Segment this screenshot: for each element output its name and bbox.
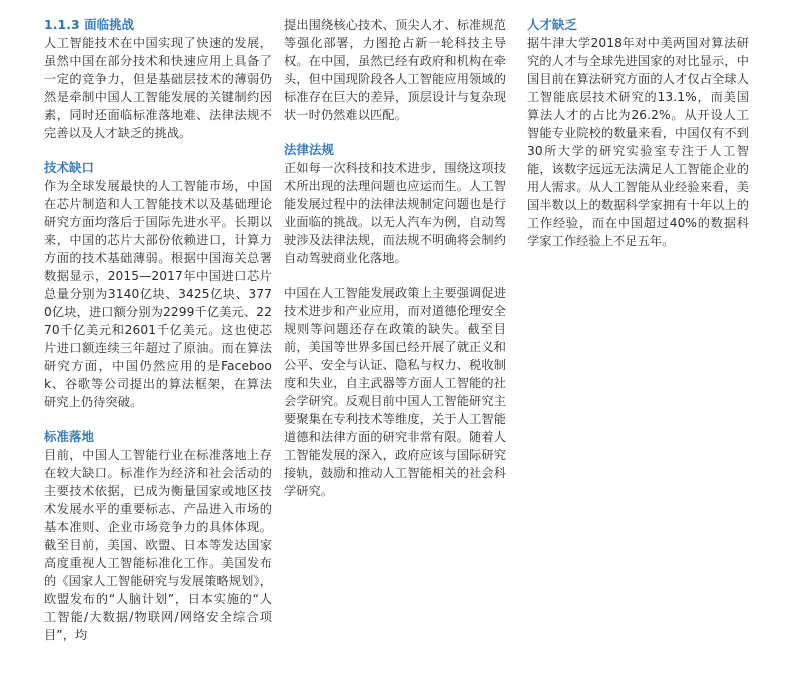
- tech-gap-paragraph: 作为全球发展最快的人工智能市场，中国在芯片制造和人工智能技术以及基础理论研究方面均落后于国际先进水平。长期以来，中国的芯片大部份依赖进口，计算力方面的技术基础薄弱。根据中国海关总署数据显示，2015—2017年中国进口芯片总量分别为3140亿块、3425亿块、3770亿块，进口额分别为2299千亿美元、2270千亿美元和2601千亿美元。这也使芯片进口额连续三年超过了原油。而在算法研究方面，中国仍然应用的是Facebook、谷歌等公司提出的算法框架，在算法研究上仍待突破。: [44, 179, 272, 409]
- talent-paragraph: 据牛津大学2018年对中美两国对算法研究的人才与全球先进国家的对比显示，中国目前在算法研究方面的人才仅占全球人工智能底层技术研究的13.1%，而美国算法人才的占比为26.2%。从开设人工智能专业院校的数量来看，中国仅有不到30所大学的研究实验室专注于人工智能，该数字远远无法满足人工智能企业的用人需求。从人工智能从业经验来看，美国半数以上的数据科学家拥有十年以上的工作经验，而在中国超过40%的数据科学家工作经验上不足五年。: [527, 36, 749, 248]
- law-paragraph-2: 中国在人工智能发展政策上主要强调促进技术进步和产业应用，而对道德伦理安全规则等问题还存在政策的缺失。截至目前，美国等世界多国已经开展了就正义和公平、安全与认证、隐私与权力、税收制度和失业，自主武器等方面人工智能的社会学研究。反观目前中国人工智能研究主要聚集在专利技术等维度，关于人工智能道德和法律方面的研究非常有限。随着人工智能发展的深入，政府应该与国际研究接轨，鼓励和推动人工智能相关的社会科学研究。: [284, 286, 506, 498]
- column-right: [527, 16, 749, 250]
- standards-heading: 标准落地: [44, 429, 94, 444]
- section-title: 1.1.3 面临挑战: [44, 17, 135, 32]
- talent-heading: 人才缺乏: [527, 17, 577, 32]
- intro-paragraph: 人工智能技术在中国实现了快速的发展，虽然中国在部分技术和快速应用上具备了一定的竞争力，但是基础层技术的薄弱仍然是牵制中国人工智能发展的关键制约因素，同时还面临标准落地难、法律法规不完善以及人才缺乏的挑战。: [44, 36, 272, 140]
- law-heading: 法律法规: [284, 142, 334, 157]
- column-left: [44, 16, 272, 644]
- standards-paragraph-continued: 提出围绕核心技术、顶尖人才、标准规范等强化部署，力图抢占新一轮科技主导权。在中国，虽然已经有政府和机构在牵头，但中国现阶段各人工智能应用领域的标准存在巨大的差异，顶层设计与复杂现状一时仍然难以匹配。: [284, 18, 506, 122]
- standards-paragraph: 目前，中国人工智能行业在标准落地上存在较大缺口。标准作为经济和社会活动的主要技术依据，已成为衡量国家或地区技术发展水平的重要标志、产品进入市场的基本准则、企业市场竞争力的具体体现。截至目前，美国、欧盟、日本等发达国家高度重视人工智能标准化工作。美国发布的《国家人工智能研究与发展策略规划》，欧盟发布的“人脑计划”，日本实施的“人工智能/大数据/物联网/网络安全综合项目”，均: [44, 448, 272, 642]
- tech-gap-heading: 技术缺口: [44, 160, 94, 175]
- column-middle: [284, 16, 506, 500]
- law-paragraph-1: 正如每一次科技和技术进步，围绕这项技术所出现的法理问题也应运而生。人工智能发展过程中的法律法规制定问题也是行业面临的挑战。以无人汽车为例，自动驾驶涉及法律法规，而法规不明确将会制约自动驾驶商业化落地。: [284, 161, 506, 265]
